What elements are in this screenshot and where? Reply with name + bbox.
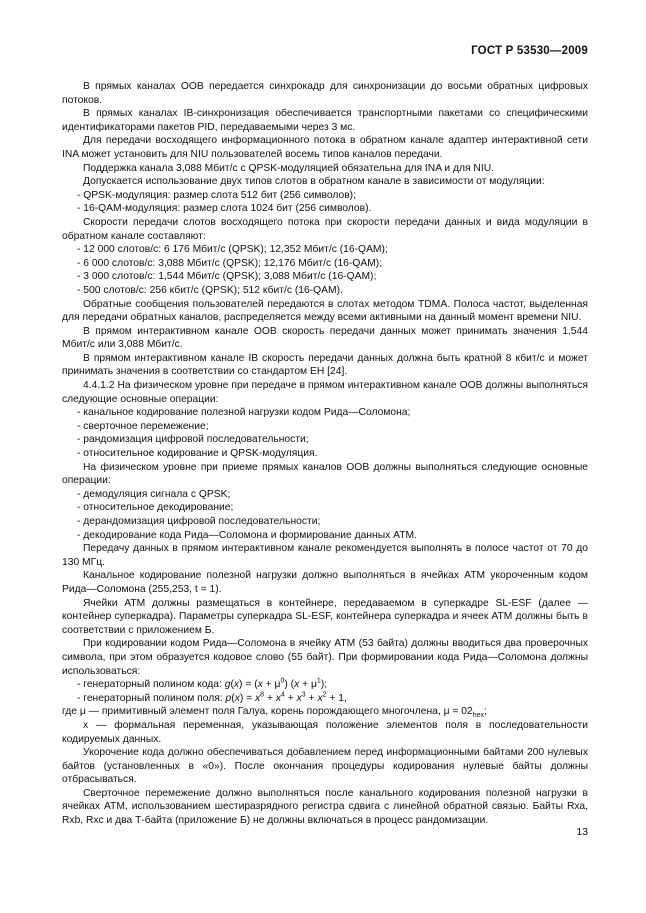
- paragraph: Передачу данных в прямом интерактивном канале рекомендуется выполнять в полосе частот от 70 до 130 МГц.: [62, 543, 588, 568]
- list-item: - QPSK-модуляция: размер слота 512 бит (256 символов);: [77, 189, 356, 201]
- paragraph: Для передачи восходящего информационного потока в обратном канале адаптер интерактивной сети INA может установить для NIU пользователей восемь типов каналов передачи.: [62, 135, 588, 160]
- text-section-main: [62, 80, 588, 678]
- paragraph: В прямом интерактивном канале IB скорость передачи данных должна быть кратной 8 кбит/с и может принимать значения в соответствии со стандартом ЕН [24].: [62, 352, 588, 378]
- paragraph: 4.4.1.2 На физическом уровне при передаче в прямом интерактивном канале ООВ должны выполняться следующие основные операции:: [62, 380, 588, 405]
- formula-block: [62, 678, 588, 719]
- list-item: - 12 000 слотов/с: 6 176 Мбит/с (QPSK); 12,352 Мбит/с (16-QAM);: [77, 244, 388, 256]
- list-item: - 3 000 слотов/с: 1,544 Мбит/с (QPSK); 3,088 Мбит/с (16-QAM);: [77, 271, 377, 283]
- paragraph: Ячейки АТМ должны размещаться в контейнере, передаваемом в суперкадре SL-ESF (далее — контейнер суперкадра). Параметры суперкадра SL-ESF, контейнера суперкадра и ячеек АТМ должны быть в соответствии с приложением Б.: [62, 597, 588, 636]
- list-item: - относительное декодирование;: [77, 502, 234, 514]
- galois-field-note: где μ — примитивный элемент поля Галуа, корень порождающего многочлена, $\mu = 02_{hex}$;: [62, 706, 487, 720]
- list-item: - демодуляция сигнала с QPSK;: [77, 488, 231, 500]
- list-item: - рандомизация цифровой последовательности;: [77, 434, 309, 446]
- paragraph: Поддержка канала 3,088 Мбит/с с QPSK-модуляцией обязательна для INA и для NIU.: [83, 162, 495, 174]
- paragraph: В прямых каналах IB-синхронизация обеспечивается транспортными пакетами со специфическими идентификаторами пакетов PID, передаваемыми через 3 мс.: [62, 108, 588, 133]
- paragraph: Допускается использование двух типов слотов в обратном канале в зависимости от модуляции:: [83, 176, 545, 188]
- list-item: - 6 000 слотов/с: 3,088 Мбит/с (QPSK); 12,176 Мбит/с (16-QAM);: [77, 257, 383, 269]
- page-number: 13: [576, 826, 588, 838]
- text-section-tail: [62, 719, 588, 828]
- list-item: - дерандомизация цифровой последовательности;: [77, 516, 321, 527]
- paragraph: В прямом интерактивном канале ООВ скорость передачи данных может принимать значения 1,544 Мбит/с или 3,088 Мбит/с.: [62, 325, 588, 351]
- paragraph: x — формальная переменная, указывающая положение элементов поля в последовательности кодируемых данных.: [62, 719, 588, 745]
- paragraph: Сверточное перемежение должно выполняться после канального кодирования полезной нагрузки в ячейках АТМ, использованием шестиразрядного регистра сдвига с линейной обратной связью. Байты Rха, Rхb, Rхс и два Т-байта (приложение Б) не должны включаться в процесс рандомизации.: [62, 787, 588, 827]
- field-generator-polynomial: - генераторный полином поля: $p(x) = x^8 + x^4 + x^3 + x^2 + 1$,: [77, 691, 347, 704]
- list-item: - декодирование кода Рида—Соломона и формирование данных АТМ.: [77, 529, 417, 541]
- paragraph: На физическом уровне при приеме прямых каналов ООВ должны выполняться следующие основные операции:: [62, 461, 588, 487]
- paragraph: В прямых каналах ООВ передается синхрокадр для синхронизации до восьми обратных цифровых потоков.: [62, 81, 588, 106]
- document-body: [62, 80, 588, 828]
- paragraph: Канальное кодирование полезной нагрузки должно выполняться в ячейках АТМ укороченным кодом Рида—Соломона (255,253, t = 1).: [62, 570, 588, 595]
- paragraph: Укорочение кода должно обеспечиваться добавлением перед информационными байтами 200 нулевых байтов (установленных в «0»). После окончания процедуры кодирования нулевые байты должны отбрасываться.: [62, 747, 588, 786]
- list-item: - относительное кодирование и QPSK-модуляция.: [77, 448, 318, 460]
- code-generator-polynomial: - генераторный полином кода: $g(x) = (x + \mu^0)$ $(x + \mu^1)$;: [77, 677, 328, 691]
- paragraph: При кодировании кодом Рида—Соломона в ячейку АТМ (53 байта) должны вводиться два проверочных символа, при этом образуется кодовое слово (55 байт). При формировании кода Рида—Соломона должны использоваться:: [62, 638, 588, 677]
- paragraph: Скорости передачи слотов восходящего потока при скорости передачи данных и вида модуляции в обратном канале составляют:: [62, 216, 588, 242]
- paragraph: Обратные сообщения пользователей передаются в слотах методом TDMA. Полоса частот, выделенная для передачи обратных каналов, распределяется между всеми активными на данный момент времени NIU.: [62, 298, 588, 324]
- list-item: - 500 слотов/с: 256 кбит/с (QPSK); 512 кбит/с (16-QAM).: [77, 284, 343, 296]
- list-item: - 16-QAM-модуляция: размер слота 1024 бит (256 символов).: [77, 203, 372, 215]
- list-item: - канальное кодирование полезной нагрузки кодом Рида—Соломона;: [77, 407, 411, 419]
- standard-header: ГОСТ Р 53530—2009: [471, 45, 588, 57]
- list-item: - сверточное перемежение;: [77, 420, 209, 432]
